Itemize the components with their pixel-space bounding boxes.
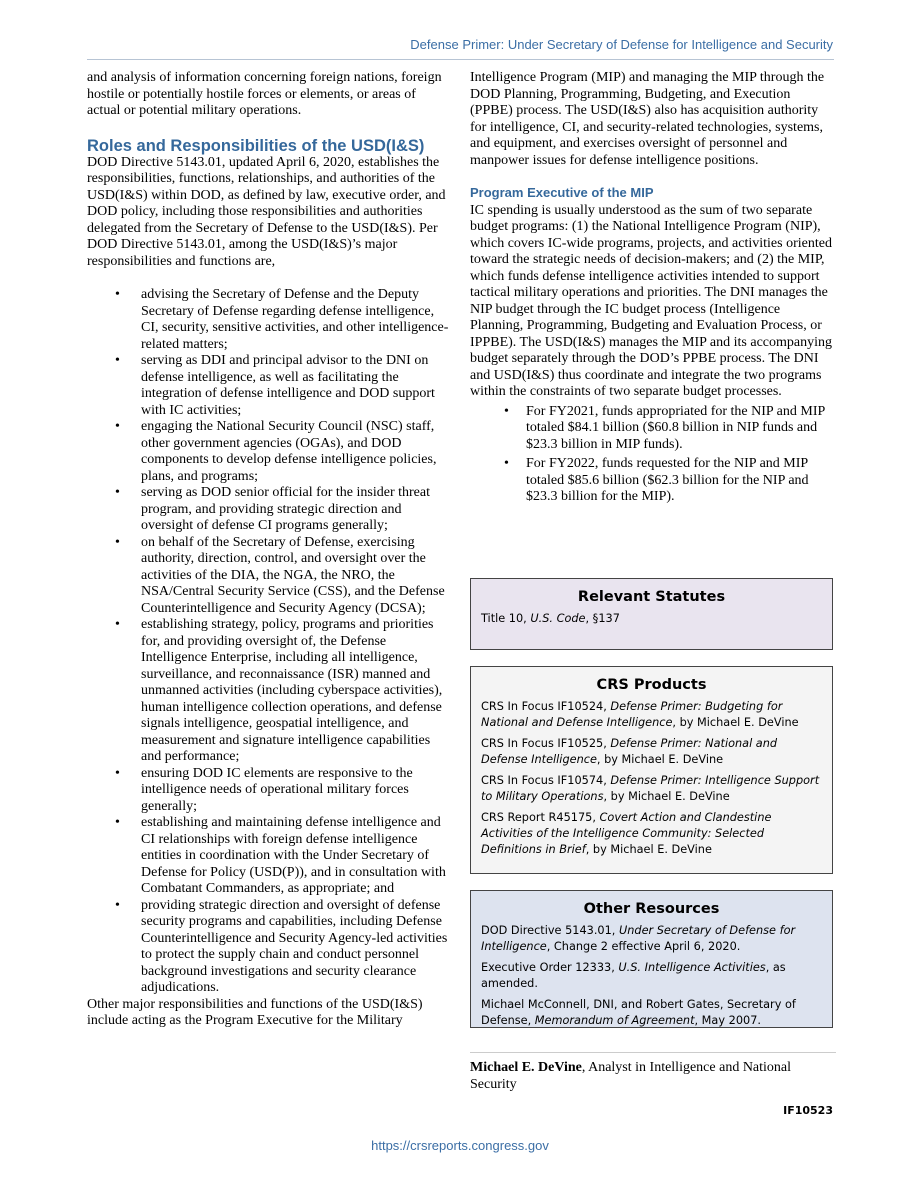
entry-italic: Defense Primer: Budgeting for National and Defense Intelligence bbox=[481, 700, 783, 729]
resource-entry bbox=[471, 997, 832, 1029]
relevant-statutes-box bbox=[470, 578, 833, 650]
list-item: • serving as DOD senior official for the insider threat program, and providing strategic direction and oversight of defense CI programs generally; bbox=[87, 485, 449, 535]
entry-text: CRS Report R45175, bbox=[481, 811, 600, 824]
list-item: • establishing strategy, policy, programs and priorities for, and providing oversight of, the Defense Intelligence Enterprise, including all intelligence, surveillance, and reconnaissance (ISR) manned and unmanned activities (including cyberspace activities), human intelligence collection operations, and defense signals intelligence, geospatial intelligence, and measurement and signature intelligence capabilities and performance; bbox=[87, 617, 449, 766]
list-item: • serving as DDI and principal advisor to the DNI on defense intelligence, as well as facilitating the integration of defense intelligence and DOD support with IC activities; bbox=[87, 353, 449, 419]
entry-text: CRS In Focus IF10574, bbox=[481, 774, 611, 787]
statute-entry bbox=[471, 611, 832, 627]
box-title: Relevant Statutes bbox=[577, 589, 726, 605]
author-line bbox=[470, 1059, 834, 1093]
entry-text: , Change 2 effective April 6, 2020. bbox=[546, 940, 741, 953]
entry-italic: U.S. Code bbox=[530, 612, 586, 625]
list-item: • ensuring DOD IC elements are responsive to the intelligence needs of operational military forces generally; bbox=[87, 766, 449, 816]
box-title: Other Resources bbox=[583, 901, 720, 917]
entry-text: Executive Order 12333, bbox=[481, 961, 619, 974]
running-header: Defense Primer: Under Secretary of Defense for Intelligence and Security bbox=[410, 37, 833, 52]
continuation-paragraph: Intelligence Program (MIP) and managing the MIP through the DOD Planning, Programming, Budgeting, and Execution (PPBE) process. The USD(I&S) also has acquisition authority for intelligence, CI, and security-related technologies, systems, and equipment, and exercises oversight of personnel and manpower issues for defense intelligence positions. bbox=[470, 70, 825, 168]
footer-url-link[interactable]: https://crsreports.congress.gov bbox=[371, 1138, 549, 1153]
entry-text: , by Michael E. DeVine bbox=[603, 790, 730, 803]
entry-text: , by Michael E. DeVine bbox=[585, 843, 712, 856]
entry-italic: Memorandum of Agreement bbox=[534, 1014, 695, 1027]
entry-italic: Defense Primer: National and Defense Intelligence bbox=[481, 737, 778, 766]
closing-paragraph: Other major responsibilities and functions of the USD(I&S) include acting as the Program Executive for the Military bbox=[87, 996, 423, 1028]
entry-text: , §137 bbox=[585, 612, 620, 625]
list-item: • engaging the National Security Council (NSC) staff, other government agencies (OGAs), and DOD components to develop defense intelligence policies, plans, and programs; bbox=[87, 419, 449, 485]
list-item: • advising the Secretary of Defense and the Deputy Secretary of Defense regarding defense intelligence, CI, security, sensitive activities, and other intelligence-related matters; bbox=[87, 287, 449, 353]
subheading: Program Executive of the MIP bbox=[470, 185, 654, 200]
responsibilities-list bbox=[87, 287, 449, 997]
list-item: • For FY2022, funds requested for the NIP and MIP totaled $85.6 billion ($62.3 billion for the NIP and $23.3 billion for the MIP). bbox=[470, 456, 834, 506]
section-heading: Roles and Responsibilities of the USD(I&S) bbox=[87, 136, 425, 155]
list-item: • For FY2021, funds appropriated for the NIP and MIP totaled $84.1 billion ($60.8 billion in NIP funds and $23.3 billion in MIP funds). bbox=[470, 404, 834, 454]
entry-text: , by Michael E. DeVine bbox=[596, 753, 724, 766]
other-resources-box bbox=[470, 890, 833, 1028]
product-entry bbox=[471, 773, 832, 805]
crs-products-box bbox=[470, 666, 833, 874]
right-column bbox=[470, 70, 834, 506]
product-entry bbox=[471, 699, 832, 731]
product-entry bbox=[471, 810, 832, 858]
author-rule bbox=[470, 1052, 836, 1053]
entry-text: , as amended. bbox=[481, 961, 786, 990]
author-name: Michael E. DeVine bbox=[470, 1060, 582, 1075]
author-title: , Analyst in Intelligence and National Security bbox=[470, 1060, 792, 1092]
entry-italic: Covert Action and Clandestine Activities of the Intelligence Community: Selected Definitions in Brief bbox=[481, 811, 772, 856]
list-item: • providing strategic direction and oversight of defense security programs and capabilities, including Defense Counterintelligence and Security Agency-led activities to protect the supply chain and conduct personnel background investigations and security clearance adjudications. bbox=[87, 898, 449, 997]
header-rule bbox=[87, 59, 834, 60]
entry-text: Michael McConnell, DNI, and Robert Gates, Secretary of Defense, bbox=[481, 998, 796, 1027]
entry-text: CRS In Focus IF10525, bbox=[481, 737, 611, 750]
entry-text: , by Michael E. DeVine bbox=[672, 716, 799, 729]
continuation-paragraph: and analysis of information concerning foreign nations, foreign hostile or potentially hostile forces or elements, or areas of actual or potential military operations. bbox=[87, 70, 442, 118]
entry-italic: Defense Primer: Intelligence Support to Military Operations bbox=[481, 774, 820, 803]
box-title: CRS Products bbox=[596, 677, 707, 693]
left-column bbox=[87, 70, 449, 1030]
entry-text: DOD Directive 5143.01, bbox=[481, 924, 619, 937]
entry-text: CRS In Focus IF10524, bbox=[481, 700, 611, 713]
entry-text: Title 10, bbox=[481, 612, 531, 625]
product-entry bbox=[471, 736, 832, 768]
document-id: IF10523 bbox=[783, 1104, 833, 1117]
list-item: • on behalf of the Secretary of Defense, exercising authority, direction, control, and oversight over the activities of the DIA, the NGA, the NRO, the NSA/Central Security Service (CSS), and the Defense Counterintelligence and Security Agency (DCSA); bbox=[87, 535, 449, 618]
entry-italic: Under Secretary of Defense for Intelligence bbox=[481, 924, 796, 953]
budget-list bbox=[470, 404, 834, 506]
body-paragraph: IC spending is usually understood as the sum of two separate budget programs: (1) the National Intelligence Program (NIP), which covers IC-wide programs, projects, and activities oriented toward the strategic needs of decision-makers; and (2) the MIP, which funds defense intelligence activities intended to support tactical military operations and priorities. The DNI manages the NIP budget through the IC budget process (Intelligence Planning, Programming, Budgeting and Evaluation Process, or IPPBE). The USD(I&S) manages the MIP and its accompanying budget separately through the DOD’s PPBE process. The DNI and USD(I&S) thus coordinate and integrate the two programs within the constraints of two separate budget processes. bbox=[470, 202, 833, 399]
resource-entry bbox=[471, 960, 832, 992]
list-item: • establishing and maintaining defense intelligence and CI relationships with foreign defense intelligence entities in coordination with the Under Secretary of Defense for Policy (USD(P)), and in consultation with Combatant Commanders, as appropriate; and bbox=[87, 815, 449, 898]
intro-paragraph: DOD Directive 5143.01, updated April 6, 2020, establishes the responsibilities, functions, relationships, and authorities of the USD(I&S) within DOD, as defined by law, executive order, and DOD policy, including those responsibilities and authorities delegated from the Secretary of Defense to the USD(I&S). Per DOD Directive 5143.01, among the USD(I&S)’s major responsibilities and functions are, bbox=[87, 154, 446, 269]
entry-italic: U.S. Intelligence Activities bbox=[618, 961, 766, 974]
entry-text: , May 2007. bbox=[694, 1014, 761, 1027]
resource-entry bbox=[471, 923, 832, 955]
